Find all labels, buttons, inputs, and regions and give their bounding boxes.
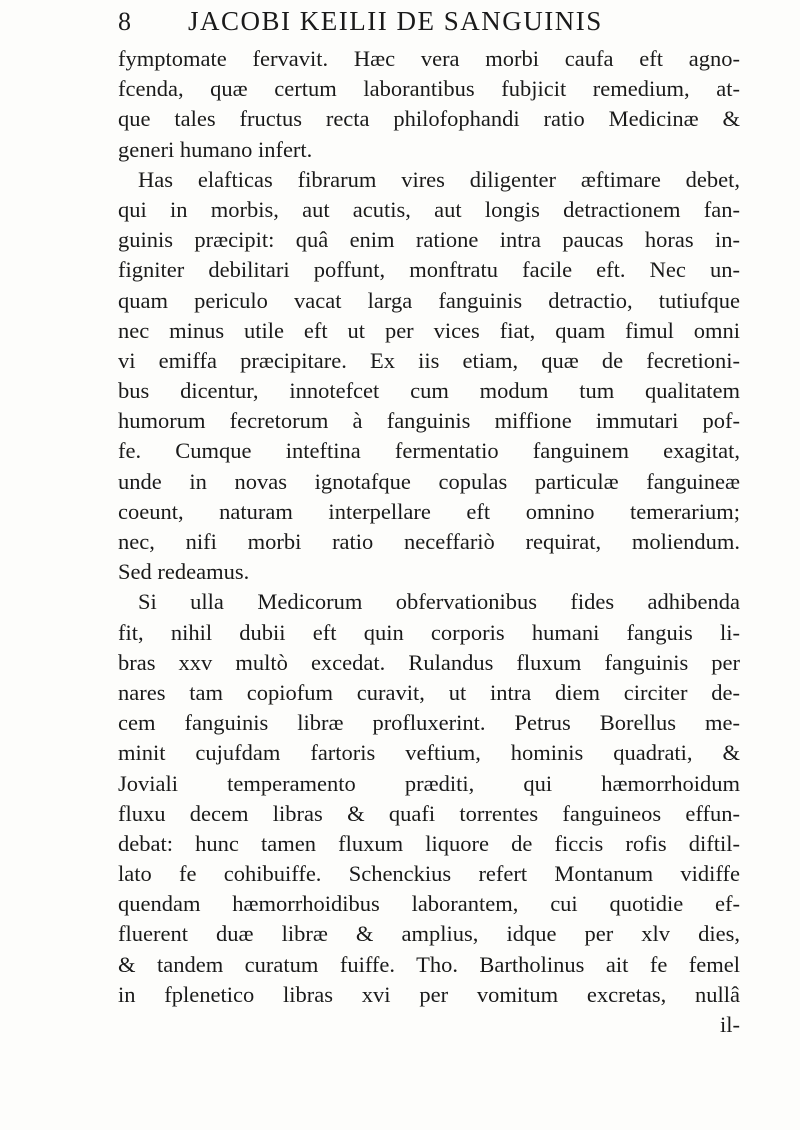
text-line: Joviali temperamento præditi, qui hæmorrhoidum xyxy=(118,770,740,796)
text-line: fit, nihil dubii eft quin corporis humani fanguis li- xyxy=(118,619,740,645)
text-line: cem fanguinis libræ profluxerint. Petrus Borellus me- xyxy=(118,710,740,736)
text-line: fluerent duæ libræ & amplius, idque per xlv dies, xyxy=(118,921,740,947)
text-line: que tales fructus recta philofophandi ratio Medicinæ & xyxy=(118,106,740,132)
text-line: nec, nifi morbi ratio neceffariò requirat, moliendum. xyxy=(118,529,740,554)
text-line: coeunt, naturam interpellare eft omnino temerarium; xyxy=(118,498,740,524)
text-line: unde in novas ignotafque copulas particulæ fanguineæ xyxy=(118,468,740,494)
text-line: qui in morbis, aut acutis, aut longis detractionem fan- xyxy=(118,196,740,222)
body-text xyxy=(118,44,740,1040)
text-line: humorum fecretorum à fanguinis miffione immutari pof- xyxy=(118,408,740,434)
text-line: & tandem curatum fuiffe. Tho. Bartholinus ait fe femel xyxy=(118,951,740,977)
text-line: in fplenetico libras xvi per vomitum excretas, nullâ xyxy=(118,981,740,1007)
text-line: quendam hæmorrhoidibus laborantem, cui quotidie ef- xyxy=(118,891,740,917)
text-line: fluxu decem libras & quafi torrentes fanguineos effun- xyxy=(118,800,740,826)
text-line: fe. Cumque inteftina fermentatio fanguinem exagitat, xyxy=(118,438,740,464)
text-line: lato fe cohibuiffe. Schenckius refert Montanum vidiffe xyxy=(118,861,740,887)
text-line: figniter debilitari poffunt, monftratu facile eft. Nec un- xyxy=(118,257,740,283)
text-line: quam periculo vacat larga fanguinis detractio, tutiufque xyxy=(118,287,740,313)
text-line: minit cujufdam fartoris veftium, hominis quadrati, & xyxy=(118,740,740,766)
running-head: JACOBI KEILII DE SANGUINIS xyxy=(188,6,603,36)
catchword: il- xyxy=(720,1012,740,1037)
text-line: Has elafticas fibrarum vires diligenter æftimare debet, xyxy=(138,166,740,192)
text-line: vi emiffa præcipitare. Ex iis etiam, quæ de fecretioni- xyxy=(118,347,740,373)
text-line: guinis præcipit: quâ enim ratione intra paucas horas in- xyxy=(118,227,740,253)
text-line: Si ulla Medicorum obfervationibus fides adhibenda xyxy=(138,589,740,615)
text-line: nec minus utile eft ut per vices fiat, quam fimul omni xyxy=(118,317,740,343)
text-line: bus dicentur, innotefcet cum modum tum qualitatem xyxy=(118,378,740,404)
page-header xyxy=(118,6,738,42)
text-line: fymptomate fervavit. Hæc vera morbi caufa eft agno- xyxy=(118,46,740,71)
text-line: nares tam copiofum curavit, ut intra diem circiter de- xyxy=(118,679,740,705)
text-line: debat: hunc tamen fluxum liquore de ficcis rofis diftil- xyxy=(118,830,740,856)
text-line: Sed redeamus. xyxy=(118,559,250,585)
text-line: fcenda, quæ certum laborantibus fubjicit remedium, at- xyxy=(118,76,740,102)
text-line: generi humano infert. xyxy=(118,136,313,162)
text-line: bras xxv multò excedat. Rulandus fluxum fanguinis per xyxy=(118,649,740,675)
page-number: 8 xyxy=(118,7,132,36)
